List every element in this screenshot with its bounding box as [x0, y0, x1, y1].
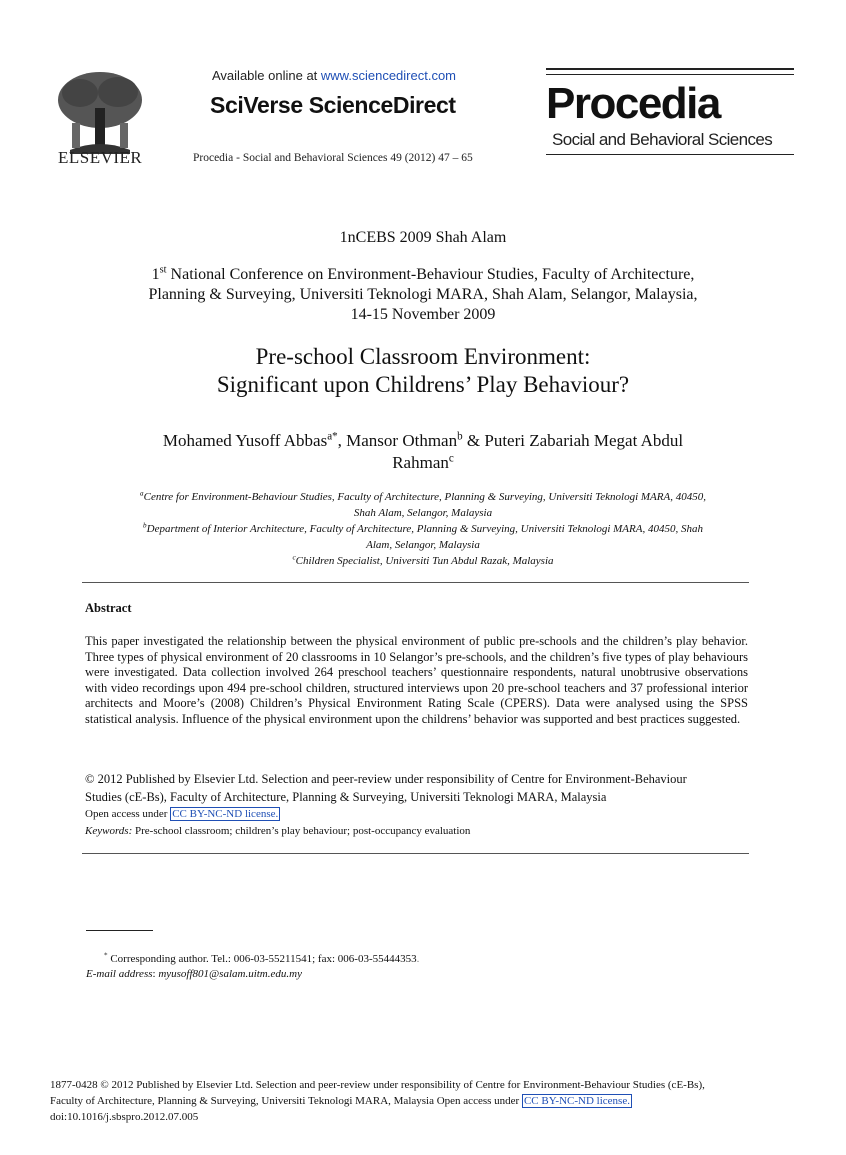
conference-long — [80, 265, 766, 325]
keywords-line — [85, 825, 470, 837]
email-address[interactable]: myusoff801@salam.uitm.edu.my — [158, 968, 302, 980]
conference-line2: Planning & Surveying, Universiti Teknologi MARA, Shah Alam, Selangor, Malaysia, — [148, 286, 698, 303]
corresponding-text: Corresponding author. Tel.: 006-03-55211541; fax: 006-03-55444353 — [107, 953, 417, 965]
affil-text: Shah Alam, Selangor, Malaysia — [353, 507, 493, 519]
footer-line2: Faculty of Architecture, Planning & Surveying, Universiti Teknologi MARA, Malaysia Open access under — [50, 1095, 522, 1107]
author-name: Mansor Othman — [346, 431, 458, 450]
doi: doi:10.1016/j.sbspro.2012.07.005 — [50, 1111, 199, 1123]
email-label: E-mail address — [86, 968, 153, 980]
keywords-list: Pre-school classroom; children’s play behaviour; post-occupancy evaluation — [132, 825, 471, 837]
author-separator: , — [337, 431, 347, 450]
affiliations — [80, 489, 766, 569]
section-divider-bottom — [82, 853, 749, 854]
procedia-brand — [546, 68, 794, 158]
corresponding-author-note — [104, 953, 419, 965]
section-divider-top — [82, 582, 749, 583]
journal-citation: Procedia - Social and Behavioral Sciences 49 (2012) 47 – 65 — [193, 152, 473, 164]
footnote-rule — [86, 930, 153, 931]
sciencedirect-link[interactable]: www.sciencedirect.com — [320, 68, 457, 83]
author-name: Rahman — [392, 453, 449, 472]
conference-line3: 14-15 November 2009 — [350, 306, 496, 323]
publisher-name: ELSEVIER — [58, 148, 143, 167]
copyright-notice — [85, 770, 748, 806]
email-colon: : — [152, 968, 159, 980]
issn-footer — [50, 1077, 810, 1125]
brand-title: Procedia — [546, 79, 720, 128]
title-line2: Significant upon Childrens’ Play Behaviour? — [216, 372, 630, 397]
availability-prefix: Available online at — [212, 68, 321, 83]
affil-text: Children Specialist, Universiti Tun Abdul Razak, Malaysia — [295, 555, 554, 567]
brand-subtitle: Social and Behavioral Sciences — [552, 130, 773, 149]
brand-top-rule — [546, 68, 794, 70]
paper-title — [80, 343, 766, 399]
affil-text: Department of Interior Architecture, Faculty of Architecture, Planning & Surveying, Universiti Teknologi MARA, 40450, Shah — [146, 523, 703, 535]
footer-license-link[interactable]: CC BY-NC-ND license. — [523, 1095, 630, 1107]
keywords-label: Keywords: — [85, 825, 133, 837]
license-link[interactable]: CC BY-NC-ND license. — [172, 808, 279, 820]
conference-line1: National Conference on Environment-Behaviour Studies, Faculty of Architecture, — [166, 266, 695, 283]
title-line1: Pre-school Classroom Environment: — [255, 344, 591, 369]
affil-sup: c — [292, 553, 296, 562]
conference-ordinal: 1 — [151, 266, 160, 283]
open-access-prefix: Open access under — [85, 808, 171, 820]
author-affil-sup: b — [457, 430, 463, 443]
affil-text: Alam, Selangor, Malaysia — [366, 539, 480, 551]
affil-text: Centre for Environment-Behaviour Studies, Faculty of Architecture, Planning & Surveying, Universiti Teknologi MARA, 40450, — [143, 491, 706, 503]
author-name: Puteri Zabariah Megat Abdul — [484, 431, 684, 450]
copyright-line2: Studies (cE-Bs), Faculty of Architecture, Planning & Surveying, Universiti Teknologi MARA, Malaysia — [85, 790, 607, 804]
corresponding-tail: . — [416, 953, 420, 965]
author-separator: & — [462, 431, 485, 450]
availability-line — [212, 68, 456, 83]
platform-name: SciVerse ScienceDirect — [210, 92, 456, 118]
author-affil-sup: a* — [327, 430, 338, 443]
footer-line1: 1877-0428 © 2012 Published by Elsevier Ltd. Selection and peer-review under responsibility of Centre for Environment-Behaviour Studies (cE-Bs), — [50, 1079, 705, 1091]
copyright-line1: © 2012 Published by Elsevier Ltd. Selection and peer-review under responsibility of Centre for Environment-Behaviour — [85, 772, 687, 786]
author-affil-sup: c — [448, 452, 454, 465]
footnote-mark: * — [104, 951, 108, 960]
affil-sup: b — [143, 521, 147, 530]
brand-bottom-rule — [546, 154, 794, 155]
conference-ordinal-sup: st — [159, 264, 167, 276]
author-list — [80, 430, 766, 474]
open-access-line — [85, 808, 280, 820]
brand-top-rule-thin — [546, 74, 794, 75]
conference-short: 1nCEBS 2009 Shah Alam — [339, 229, 507, 246]
abstract-heading: Abstract — [85, 601, 132, 615]
author-name: Mohamed Yusoff Abbas — [162, 431, 328, 450]
abstract-body: This paper investigated the relationship between the physical environment of public pre-schools and the children’s play behavior. Three types of physical environment of 20 classrooms in 10 Selangor’s pre-schools, and the children’s five types of play behaviours were investigated. Data collection involved 264 preschool teachers’ questionnaire respondents, natural unobtrusive observations with video recordings upon 494 pre-school children, structured interviews upon 20 pre-school teachers and 37 professional interior architects and Moore’s (2008) Children’s Physical Environment Rating Scale (CPERS). Data were analysed using the SPSS statistical analysis. Influence of the physical environment upon the childrens’ behavior was supported and best practices suggested. — [85, 634, 748, 726]
email-note — [86, 968, 302, 980]
affil-sup: a — [140, 489, 144, 498]
